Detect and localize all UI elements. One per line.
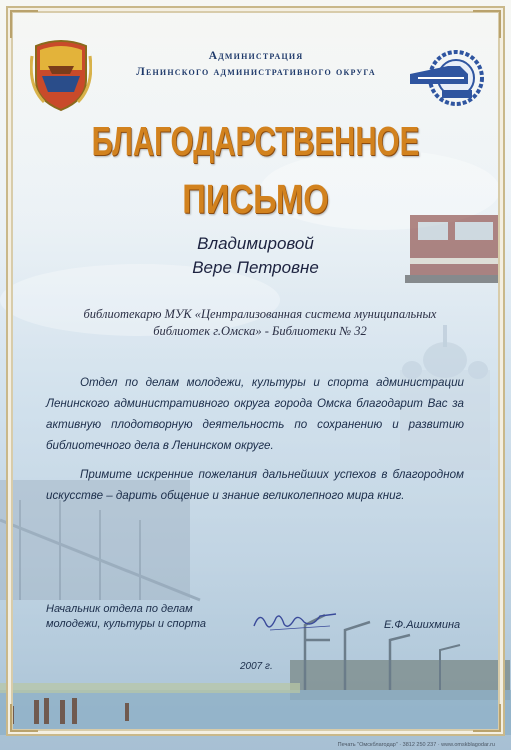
border-corner bbox=[473, 704, 501, 732]
signatory-name: Е.Ф.Ашихмина bbox=[384, 619, 461, 631]
border-corner bbox=[10, 704, 38, 732]
issuer-line-2: Ленинского административного округа bbox=[136, 66, 376, 78]
border-corner bbox=[473, 10, 501, 38]
body-paragraph-1: Отдел по делам молодежи, культуры и спорта администрации Ленинского административного округа города Омска благодарит Вас за активную плодотворную деятельность по сохранению и развитию библиотечного дела в Ленинском округе. bbox=[46, 376, 464, 452]
issuer-header bbox=[96, 48, 416, 80]
printer-imprint: Печать "Омскблагодар" · 3812 250 237 · www.omskblagodar.ru bbox=[337, 742, 495, 748]
recipient-surname: Владимировой bbox=[197, 234, 314, 253]
document-title-line-2: ПИСЬМО bbox=[182, 176, 329, 222]
handwritten-signature bbox=[250, 606, 340, 636]
body-paragraph-2: Примите искренние пожелания дальнейших успехов в благородном искусстве – дарить общение и знание великолепного мира книг. bbox=[46, 468, 464, 502]
position-line-1: библиотекарю МУК «Централизованная система муниципальных bbox=[83, 307, 437, 321]
signatory-title-line-1: Начальник отдела по делам bbox=[46, 603, 193, 615]
issue-year: 2007 г. bbox=[240, 661, 273, 672]
recipient-name bbox=[0, 232, 511, 280]
recipient-given-names: Вере Петровне bbox=[192, 258, 319, 277]
position-line-2: библиотек г.Омска» - Библиотеки № 32 bbox=[153, 324, 367, 338]
recipient-position bbox=[40, 306, 480, 340]
document-title-line-1: БЛАГОДАРСТВЕННОЕ bbox=[91, 118, 420, 164]
signatory-title bbox=[46, 602, 246, 632]
border-corner bbox=[10, 10, 38, 38]
city-coat-of-arms-icon bbox=[30, 36, 92, 112]
locomotive-emblem-icon bbox=[408, 48, 486, 108]
issuer-line-1: Администрация bbox=[208, 50, 304, 62]
letter-body bbox=[46, 372, 464, 506]
signatory-title-line-2: молодежи, культуры и спорта bbox=[46, 618, 206, 630]
